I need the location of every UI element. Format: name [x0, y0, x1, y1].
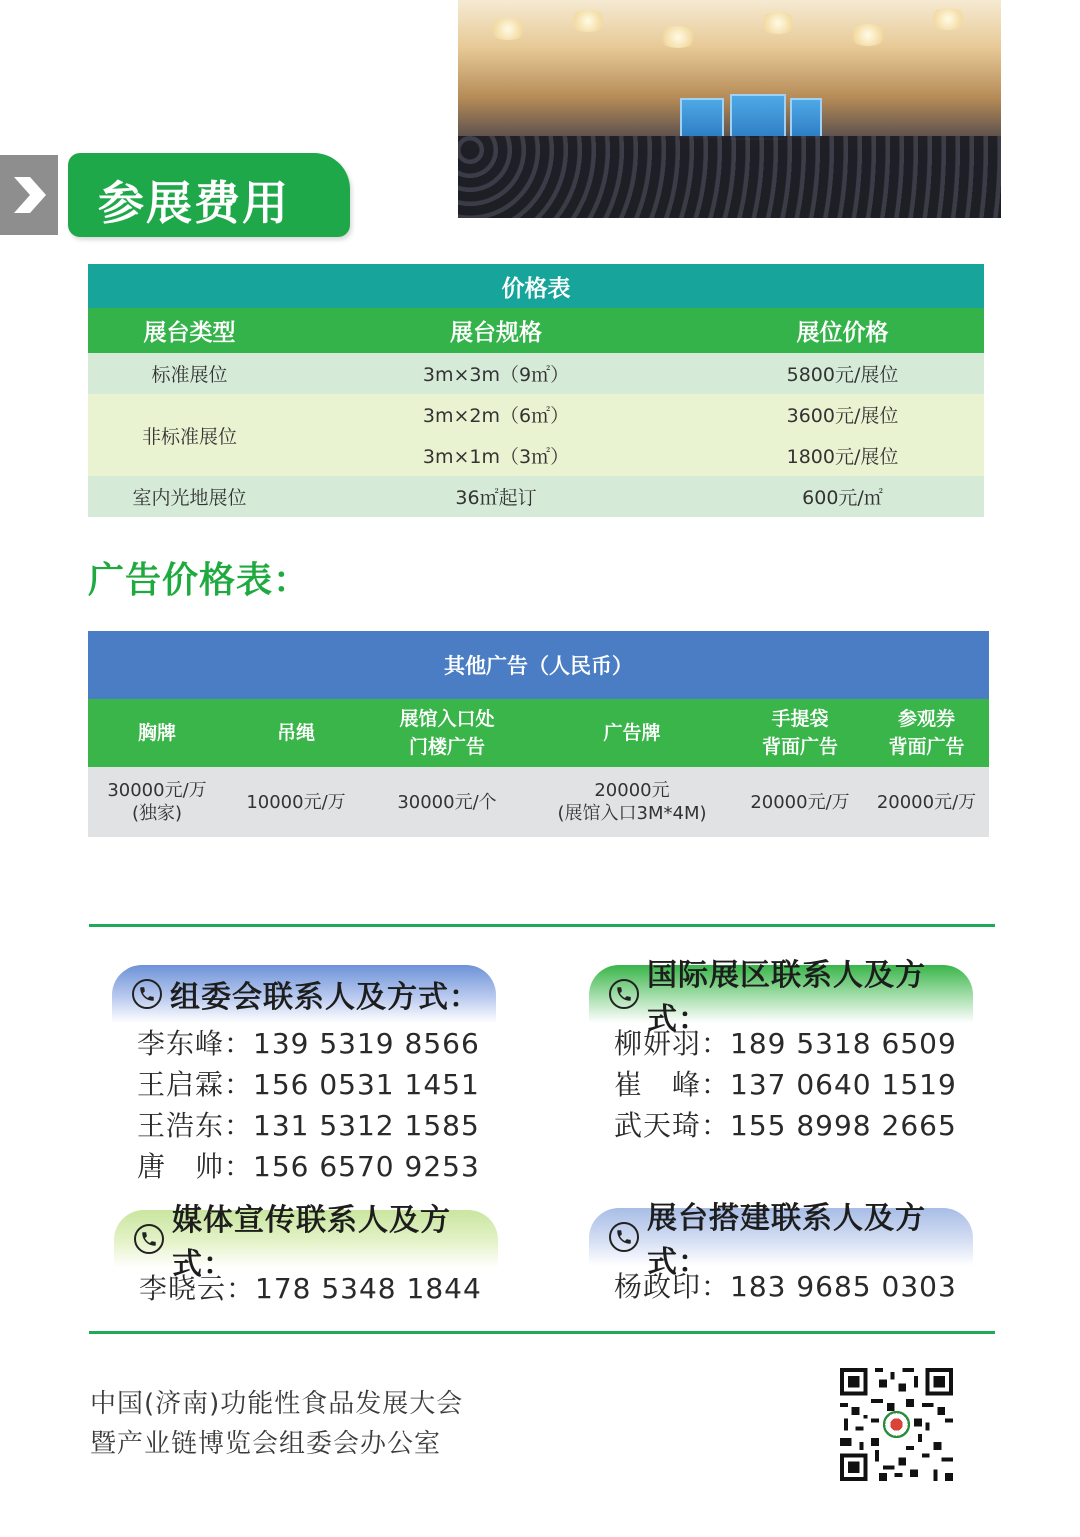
- contact-line: 崔 峰：137 0640 1519: [614, 1068, 957, 1101]
- organizer-line-2: 暨产业链博览会组委会办公室: [90, 1429, 442, 1459]
- section-title-tab: [68, 153, 350, 237]
- booth-type: 标准展位: [88, 353, 291, 394]
- contact-title: 媒体宣传联系人及方式：: [172, 1203, 451, 1282]
- booth-type: 室内光地展位: [88, 476, 291, 517]
- booth-type: 非标准展位: [88, 394, 291, 476]
- ad-value-row: [88, 767, 989, 837]
- contact-box-international: [589, 958, 973, 1146]
- contact-header: [112, 965, 496, 1023]
- contact-line: 武天琦：155 8998 2665: [614, 1109, 957, 1142]
- ad-header-cell: 吊绳: [226, 699, 366, 767]
- ad-header-cell: 广告牌: [528, 699, 736, 767]
- ad-table-caption: 其他广告（人民币）: [88, 631, 989, 699]
- header-booth-price: 展位价格: [701, 308, 984, 353]
- booth-spec: 3m×2m（6㎡）: [291, 394, 701, 435]
- contact-title: 国际展区联系人及方式：: [647, 958, 926, 1037]
- ad-price-table: [88, 631, 989, 837]
- divider: [89, 1331, 995, 1334]
- contact-box-organizing: [112, 965, 496, 1187]
- header-booth-spec: 展台规格: [291, 308, 701, 353]
- table-row: [88, 394, 984, 435]
- contact-header: [589, 958, 973, 1037]
- table-row: [88, 476, 984, 517]
- booth-spec: 3m×1m（3㎡）: [291, 435, 701, 476]
- phone-icon: [132, 979, 162, 1009]
- booth-price: 600元/㎡: [701, 476, 984, 517]
- contact-line: 李晓云：178 5348 1844: [139, 1272, 482, 1305]
- header-booth-type: 展台类型: [88, 308, 291, 353]
- price-table: [88, 264, 984, 517]
- qr-code[interactable]: [840, 1368, 953, 1481]
- contact-title: 组委会联系人及方式：: [170, 980, 480, 1015]
- conference-photo: [458, 0, 1001, 218]
- organizer-office: [90, 1384, 463, 1464]
- ad-value-cell: 30000元/万 (独家): [88, 767, 226, 837]
- contact-line: 王浩东：131 5312 1585: [137, 1109, 480, 1142]
- phone-icon: [609, 1222, 639, 1252]
- divider: [89, 924, 995, 927]
- ad-header-cell: 胸牌: [88, 699, 226, 767]
- table-row: [88, 353, 984, 394]
- phone-icon: [134, 1224, 164, 1254]
- contact-header: [114, 1203, 498, 1282]
- booth-price: 1800元/展位: [701, 435, 984, 476]
- contact-line: 李东峰：139 5319 8566: [137, 1027, 480, 1060]
- contact-line: 柳妍羽：189 5318 6509: [614, 1027, 957, 1060]
- ad-value-cell: 20000元/万: [736, 767, 864, 837]
- contact-title: 展台搭建联系人及方式：: [647, 1201, 926, 1280]
- price-table-caption: 价格表: [88, 264, 984, 308]
- contact-line: 王启霖：156 0531 1451: [137, 1068, 480, 1101]
- ad-value-cell: 20000元/万: [864, 767, 989, 837]
- ad-header-cell: 展馆入口处 门楼广告: [366, 699, 528, 767]
- contact-header: [589, 1201, 973, 1280]
- contact-line: 杨政印：183 9685 0303: [614, 1270, 957, 1303]
- phone-icon: [609, 979, 639, 1009]
- section-title: 参展费用: [98, 176, 290, 230]
- contact-line: 唐 帅：156 6570 9253: [137, 1150, 480, 1183]
- ad-value-cell: 30000元/个: [366, 767, 528, 837]
- booth-price: 3600元/展位: [701, 394, 984, 435]
- chevron-right-icon: [10, 175, 48, 215]
- booth-spec: 36㎡起订: [291, 476, 701, 517]
- ad-header-cell: 手提袋 背面广告: [736, 699, 864, 767]
- ad-header-cell: 参观券 背面广告: [864, 699, 989, 767]
- contact-box-media: [114, 1203, 498, 1309]
- ad-price-title: 广告价格表：: [88, 560, 311, 601]
- ad-value-cell: 20000元 (展馆入口3M*4M): [528, 767, 736, 837]
- contact-box-booth: [589, 1201, 973, 1307]
- organizer-line-1: 中国(济南)功能性食品发展大会: [90, 1389, 464, 1419]
- ad-value-cell: 10000元/万: [226, 767, 366, 837]
- ad-header-row: [88, 699, 989, 767]
- booth-price: 5800元/展位: [701, 353, 984, 394]
- section-marker: [0, 155, 58, 235]
- booth-spec: 3m×3m（9㎡）: [291, 353, 701, 394]
